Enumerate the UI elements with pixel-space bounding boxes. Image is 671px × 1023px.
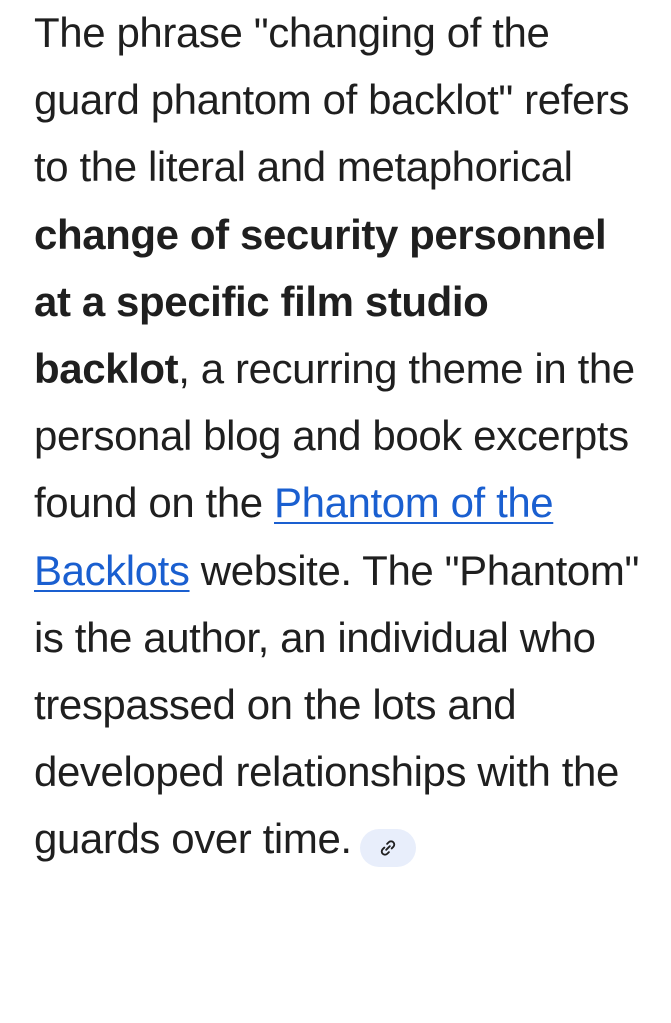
citation-chip[interactable]: [360, 829, 416, 867]
answer-bold-phrase: change of security personnel at a specific film studio backlot: [34, 210, 607, 393]
link-icon: [377, 837, 399, 859]
answer-intro-text: The phrase "changing of the guard phantom of backlot" refers to the literal and metaphorical: [34, 9, 630, 191]
phantom-of-the-backlots-link[interactable]: Phantom of the Backlots: [34, 479, 554, 594]
answer-after-bold-text: , a recurring theme in the personal blog and book excerpts found on the: [34, 345, 635, 527]
answer-closing-text: website. The "Phantom" is the author, an individual who trespassed on the lots and developed relationships with the guards over time.: [34, 546, 639, 863]
answer-paragraph: [34, 0, 649, 873]
